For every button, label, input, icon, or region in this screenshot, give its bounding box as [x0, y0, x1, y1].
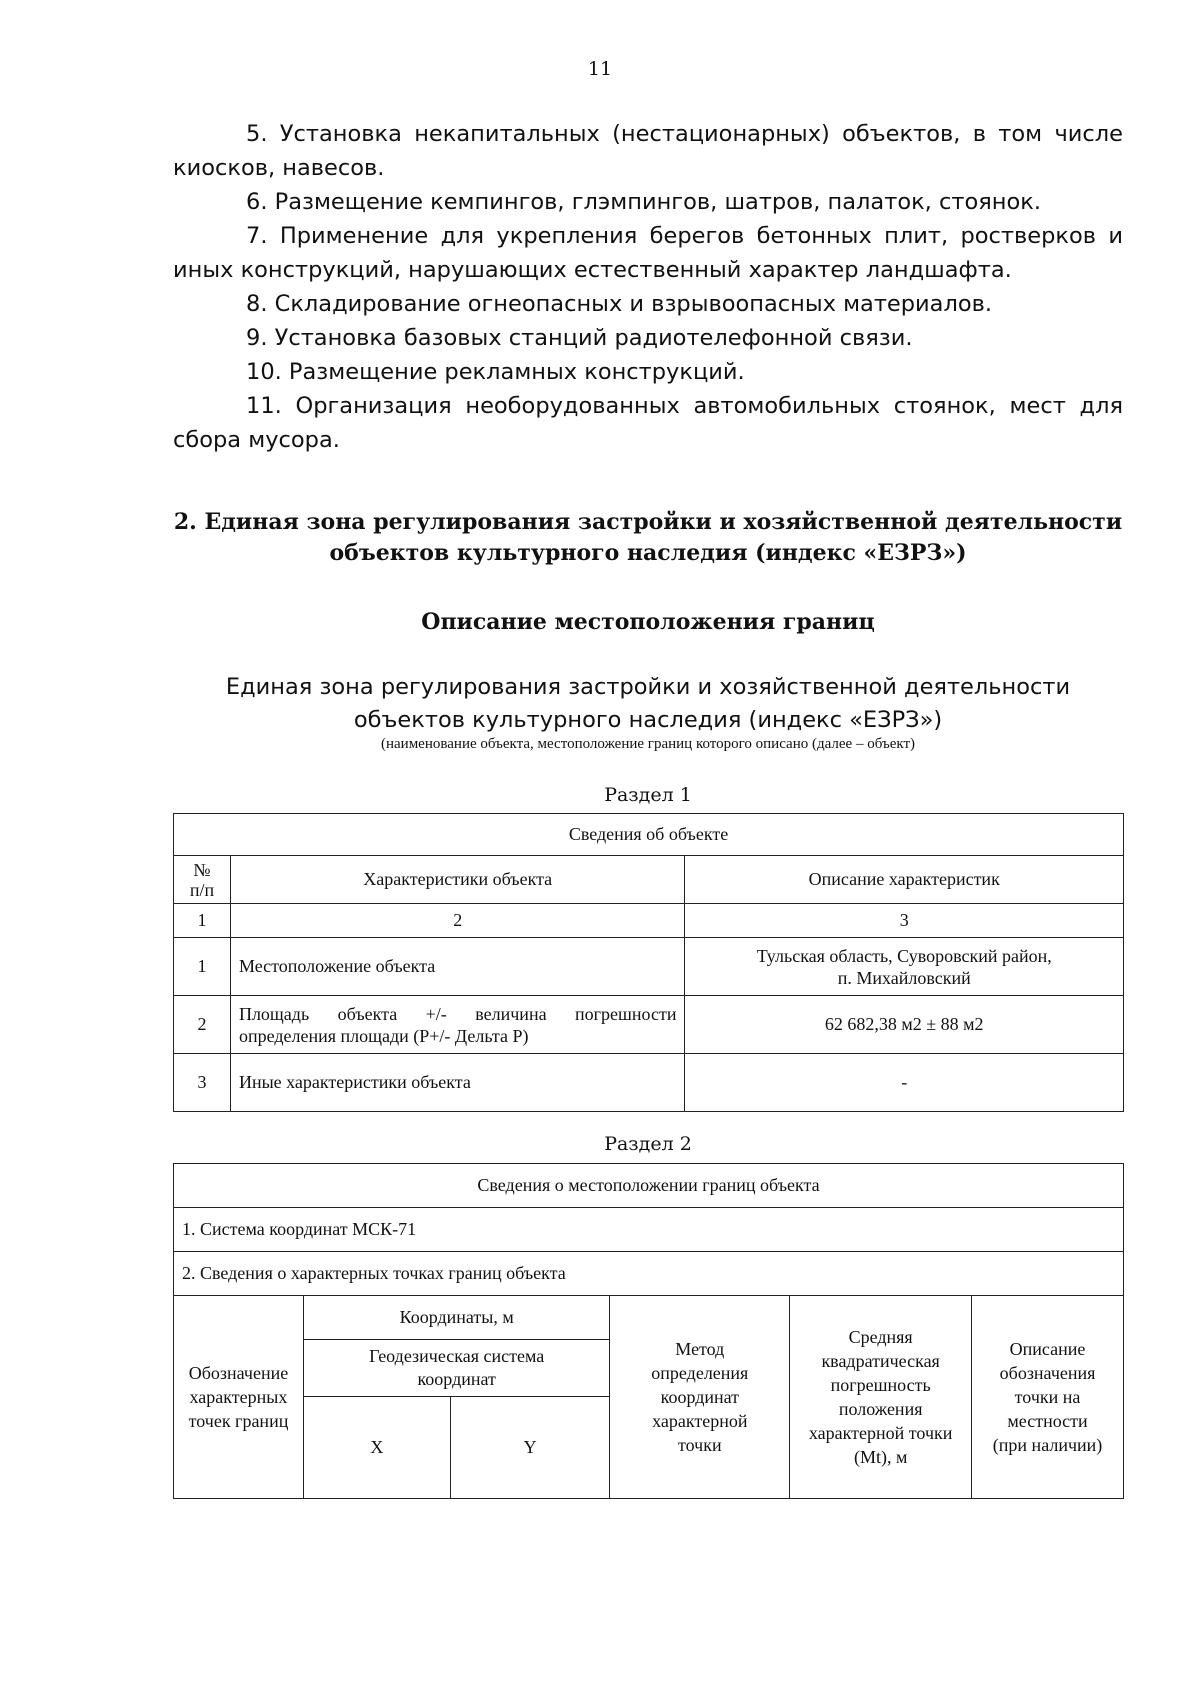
zone-heading: [173, 507, 1123, 569]
object-name-line: объектов культурного наследия (индекс «ЕЗРЗ»): [353, 707, 943, 733]
coordinate-system: 1. Система координат МСК-71: [174, 1208, 1124, 1252]
row-characteristic: [230, 996, 685, 1054]
col-header-description: Описание характеристик: [685, 856, 1124, 904]
object-info-table: [173, 813, 1124, 1112]
col-header-x: X: [303, 1397, 450, 1499]
points-info: 2. Сведения о характерных точках границ объекта: [174, 1252, 1124, 1296]
section1-label: Раздел 1: [604, 784, 692, 806]
header-line: координат: [417, 1369, 496, 1389]
header-line: характерных: [189, 1387, 288, 1407]
col-header-coordinates: Координаты, м: [303, 1296, 609, 1340]
header-line: характерной: [652, 1411, 748, 1431]
col-header-num-line: п/п: [189, 879, 215, 900]
col-header-num-line: №: [193, 859, 211, 880]
header-line: Средняя: [848, 1327, 913, 1347]
row-description: [685, 938, 1124, 996]
row-number: 1: [174, 938, 231, 996]
paragraph-item: 6. Размещение кемпингов, глэмпингов, шатров, палаток, стоянок.: [246, 189, 1041, 215]
col-header-y: Y: [450, 1397, 610, 1499]
header-line: характерной точки: [808, 1423, 953, 1443]
paragraph-item: 9. Установка базовых станций радиотелефонной связи.: [246, 325, 913, 351]
header-line: обозначения: [999, 1363, 1096, 1383]
object-name: [173, 671, 1123, 737]
object-name-line: Единая зона регулирования застройки и хозяйственной деятельности: [225, 674, 1071, 700]
col-header-designation: [174, 1296, 304, 1499]
table-row: [174, 938, 1124, 996]
col-header-characteristic: Характеристики объекта: [230, 856, 685, 904]
row-characteristic-line: Площадь объекта +/- величина погрешности: [238, 1003, 677, 1024]
section2-label: Раздел 2: [604, 1133, 692, 1155]
zone-heading-line: объектов культурного наследия (индекс «ЕЗРЗ»): [329, 540, 967, 566]
header-line: (при наличии): [992, 1435, 1103, 1455]
row-characteristic: Иные характеристики объекта: [230, 1054, 685, 1112]
header-line: погрешность: [830, 1375, 931, 1395]
paragraph-item: 5. Установка некапитальных (нестационарных) объектов, в том числе киосков, навесов.: [173, 121, 1123, 181]
row-number: 3: [174, 1054, 231, 1112]
table-title: Сведения об объекте: [174, 814, 1124, 856]
row-description-line: п. Михайловский: [837, 967, 971, 988]
object-name-note: (наименование объекта, местоположение границ которого описано (далее – объект): [380, 736, 916, 752]
row-description-line: Тульская область, Суворовский район,: [756, 945, 1052, 966]
header-line: точки на: [1014, 1387, 1081, 1407]
col-header-error: [790, 1296, 972, 1499]
header-line: положения: [838, 1399, 923, 1419]
header-line: Описание: [1009, 1339, 1086, 1359]
row-number: 2: [174, 996, 231, 1054]
row-characteristic: Местоположение объекта: [230, 938, 685, 996]
header-line: координат: [660, 1387, 740, 1407]
table-title: Сведения о местоположении границ объекта: [174, 1164, 1124, 1208]
paragraph-item: 10. Размещение рекламных конструкций.: [246, 359, 745, 385]
table-row: [174, 1054, 1124, 1112]
table-row: [174, 996, 1124, 1054]
col-header-geodetic-system: [303, 1340, 609, 1397]
prohibitions-list: [173, 117, 1123, 457]
header-line: Метод: [675, 1339, 725, 1359]
row-description: -: [685, 1054, 1124, 1112]
row-characteristic-line: определения площади (P+/- Дельта P): [238, 1025, 529, 1046]
header-line: (Mt), м: [853, 1447, 908, 1467]
index-cell: 3: [685, 904, 1124, 938]
boundary-description-heading: Описание местоположения границ: [421, 609, 875, 635]
paragraph-item: 11. Организация необорудованных автомобильных стоянок, мест для сбора мусора.: [173, 393, 1123, 453]
paragraph-item: 7. Применение для укрепления берегов бетонных плит, ростверков и иных конструкций, нарушающих естественный характер ландшафта.: [173, 223, 1123, 283]
col-header-method: [610, 1296, 790, 1499]
index-cell: 1: [174, 904, 231, 938]
header-line: определения: [651, 1363, 749, 1383]
header-line: квадратическая: [821, 1351, 940, 1371]
header-line: местности: [1007, 1411, 1088, 1431]
index-cell: 2: [230, 904, 685, 938]
col-header-location: [972, 1296, 1124, 1499]
col-header-num: [174, 856, 231, 904]
header-line: точки: [678, 1435, 722, 1455]
header-line: Геодезическая система: [369, 1346, 545, 1366]
header-line: Обозначение: [188, 1363, 289, 1383]
row-description: 62 682,38 м2 ± 88 м2: [685, 996, 1124, 1054]
zone-heading-line: 2. Единая зона регулирования застройки и хозяйственной деятельности: [173, 509, 1123, 535]
paragraph-item: 8. Складирование огнеопасных и взрывоопасных материалов.: [246, 291, 993, 317]
boundary-points-table: [173, 1163, 1124, 1499]
page-number: 11: [587, 58, 613, 80]
header-line: точек границ: [188, 1411, 289, 1431]
